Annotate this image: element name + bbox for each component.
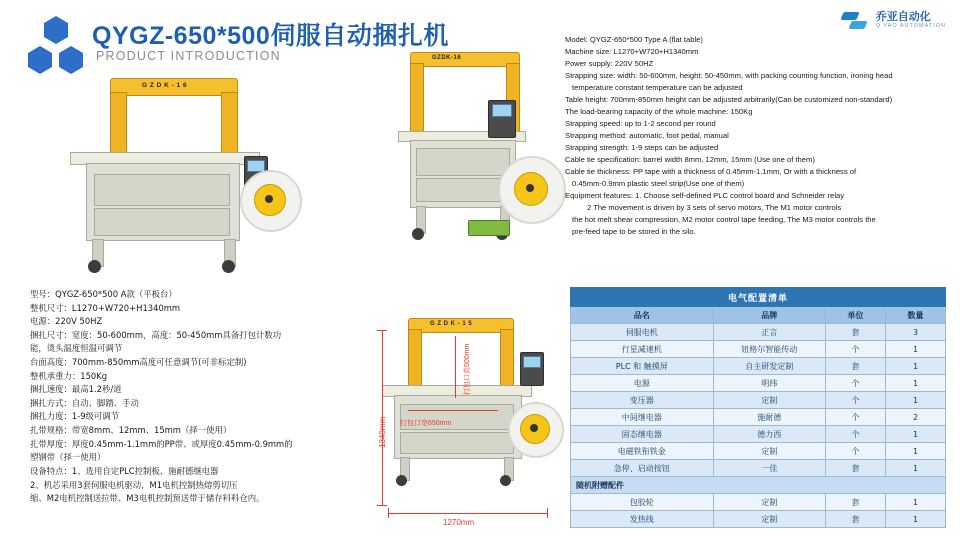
cell-qty: 1 — [886, 443, 946, 460]
spec-en-line: Table height: 700mm-850mm height can be adjusted arbitrarily(Can be customized non-standard) — [565, 94, 893, 104]
brand-text — [876, 12, 946, 29]
table-header-cell: 单位 — [826, 307, 886, 324]
spec-cn-line: 扎带规格：带宽8mm、12mm、15mm（择一使用） — [30, 425, 232, 436]
cell-brand: 德力西 — [713, 426, 826, 443]
table-header-cell: 品名 — [571, 307, 714, 324]
spec-cn-line: 扎带厚度：厚度0.45mm-1.1mm的PP带、或厚度0.45mm-0.9mm的 — [30, 438, 293, 449]
brand-name-en: Q YAO AUTOMATION — [875, 22, 946, 29]
logo-cube-right — [59, 46, 83, 74]
dim-label-arch-width: 打包口宽650mm — [400, 420, 452, 427]
cell-name: 伺服电机 — [571, 324, 714, 341]
spec-en-line: Strapping speed: up to 1-2 second per round — [565, 118, 716, 128]
cell-brand: 明纬 — [713, 375, 826, 392]
brand-stripe-top — [840, 12, 859, 20]
cell-brand: 正言 — [713, 324, 826, 341]
machine-label-middle: GZDK-16 — [432, 55, 462, 61]
table-row — [571, 460, 946, 477]
cell-qty: 1 — [886, 494, 946, 511]
cell-qty: 1 — [886, 358, 946, 375]
spec-cn-line: 设备特点：1、选用自定PLC控制板、施耐德继电器 — [30, 465, 219, 476]
table-row — [571, 409, 946, 426]
cell-name: 中间继电器 — [571, 409, 714, 426]
table-row — [571, 443, 946, 460]
cell-unit: 个 — [826, 392, 886, 409]
cell-unit: 个 — [826, 409, 886, 426]
cell-unit: 个 — [826, 375, 886, 392]
cell-qty: 1 — [886, 392, 946, 409]
machine-label-dimensioned: G Z D K - 1 5 — [430, 321, 473, 327]
cell-unit: 个 — [826, 443, 886, 460]
cell-brand: 一佳 — [713, 460, 826, 477]
cell-unit: 套 — [826, 358, 886, 375]
spec-cn-line: 能，烫头温度恒温可调节 — [30, 343, 123, 354]
table-row — [571, 494, 946, 511]
dim-label-height: 1340mm — [378, 416, 387, 448]
table-row — [571, 511, 946, 528]
spec-cn-line: 塑钢带（择一使用） — [30, 452, 106, 463]
dim-line-width — [388, 513, 548, 514]
spec-en-line: Strapping size: width: 50-600mm, height: 50-450mm, with packing counting function, ironing head — [565, 70, 893, 80]
cell-name: 固态继电器 — [571, 426, 714, 443]
table-row — [571, 426, 946, 443]
table-row — [571, 324, 946, 341]
spec-cn-line: 电源：220V 50HZ — [30, 316, 103, 327]
logo-cube-top — [44, 16, 68, 44]
cell-unit: 套 — [826, 494, 886, 511]
cell-brand: 自主研发定制 — [713, 358, 826, 375]
cell-name: 电磁铁衔铁金 — [571, 443, 714, 460]
table-row — [571, 341, 946, 358]
spec-list-en — [565, 34, 955, 238]
table-row — [571, 375, 946, 392]
cell-name: PLC 和 触摸屏 — [571, 358, 714, 375]
dim-line-arch-height — [455, 336, 456, 398]
spec-cn-line: 整机尺寸：L1270+W720+H1340mm — [30, 302, 181, 313]
cell-qty: 1 — [886, 460, 946, 477]
dim-label-width: 1270mm — [443, 518, 475, 527]
cell-name: 行星减速机 — [571, 341, 714, 358]
logo-cubes — [28, 16, 86, 80]
spec-cn-line: 捆扎尺寸：宽度：50-600mm，高度：50-450mm具备打包计数功 — [30, 329, 282, 340]
spec-cn-line: 2、机芯采用3套伺服电机驱动，M1电机控制热熔剪切压 — [30, 479, 238, 490]
cell-brand: 定制 — [713, 494, 826, 511]
spec-en-line: Machine size: L1270+W720+H1340mm — [565, 46, 699, 56]
spec-en-line: the hot melt shear compression, M2 motor control tape feeding, The M3 motor controls the — [572, 214, 876, 224]
dim-tick-width-left — [388, 508, 389, 518]
cell-name: 发热线 — [571, 511, 714, 528]
spec-cn-line: 整机承重力：150Kg — [30, 370, 108, 381]
cell-unit: 套 — [826, 511, 886, 528]
brand-logo — [842, 10, 946, 32]
cell-unit: 套 — [826, 324, 886, 341]
table-header-cell: 品牌 — [713, 307, 826, 324]
cell-unit: 个 — [826, 426, 886, 443]
machine-photo-middle — [392, 52, 562, 260]
table-row — [571, 358, 946, 375]
cell-qty: 3 — [886, 324, 946, 341]
cell-name: 包胶轮 — [571, 494, 714, 511]
cell-unit: 套 — [826, 460, 886, 477]
spec-list-cn — [30, 288, 330, 506]
page-title: QYGZ-650*500伺服自动捆扎机 — [92, 22, 449, 50]
spec-en-line: Equipment features: 1. Choose self-defined PLC control board and Schneider relay — [565, 190, 845, 200]
spec-cn-line: 捆扎速度：最高1.2秒/道 — [30, 384, 122, 395]
spec-en-line: Strapping method: automatic, foot pedal, manual — [565, 130, 729, 140]
dim-tick-width-right — [547, 508, 548, 518]
cell-qty: 1 — [886, 375, 946, 392]
cell-name: 变压器 — [571, 392, 714, 409]
page-subtitle: PRODUCT INTRODUCTION — [96, 49, 281, 63]
table-title: 电气配置清单 — [571, 288, 946, 307]
spec-cn-line: 捆扎力度：1-9级可调节 — [30, 411, 120, 422]
cell-qty: 2 — [886, 409, 946, 426]
cell-brand: 施耐德 — [713, 409, 826, 426]
spec-en-line: Model: QYGZ-650*500 Type A (flat table) — [565, 35, 703, 44]
brand-stripe-bottom — [848, 21, 867, 29]
electrical-config-table — [570, 287, 946, 528]
cell-brand: 定制 — [713, 392, 826, 409]
spec-en-line: Power supply: 220V 50HZ — [565, 58, 654, 68]
spec-cn-line: 台面高度：700mm-850mm高度可任意调节(可非标定制) — [30, 357, 247, 368]
spec-cn-line: 缩、M2电机控制送拉带、M3电机控制预送带于储存料料仓内。 — [30, 493, 265, 504]
cell-brand: 定制 — [713, 511, 826, 528]
cell-brand: 定制 — [713, 443, 826, 460]
spec-en-line: Strapping strength: 1-9 steps can be adjusted — [565, 142, 719, 152]
machine-label-left: G Z D K - 1 6 — [142, 82, 188, 89]
table-header-cell: 数量 — [886, 307, 946, 324]
dim-tick-height-top — [377, 330, 387, 331]
cell-name: 急停、启动按钮 — [571, 460, 714, 477]
brand-mark-icon — [842, 10, 870, 32]
table-section-row — [571, 477, 946, 494]
machine-photo-dimensioned — [372, 312, 572, 502]
cell-qty: 1 — [886, 511, 946, 528]
brand-name-cn: 乔亚自动化 — [875, 11, 931, 24]
spec-en-line: Cable tie specification: barrel width 8mm, 12mm, 15mm (Use one of them) — [565, 154, 815, 164]
cell-section-label: 随机附赠配件 — [571, 477, 946, 494]
cell-unit: 个 — [826, 341, 886, 358]
spec-cn-line: 型号：QYGZ-650*500 A款（平板台） — [30, 289, 177, 299]
spec-en-line: Cable tie thickness: PP tape with a thickness of 0.45mm-1.1mm, Or with a thickness of — [565, 166, 857, 176]
spec-cn-line: 捆扎方式：自动、脚踏、手动 — [30, 397, 139, 408]
dim-tick-height-bottom — [377, 505, 387, 506]
dim-label-arch-height: 打包口高500mm — [464, 343, 471, 395]
machine-photo-left — [48, 78, 298, 270]
spec-en-line: The load-bearing capacity of the whole machine: 150Kg — [565, 106, 753, 116]
spec-en-line: pre-feed tape to be stored in the silo. — [572, 226, 696, 236]
logo-cube-left — [28, 46, 52, 74]
spec-en-line: temperature constant temperature can be adjusted — [572, 82, 743, 92]
cell-name: 电源 — [571, 375, 714, 392]
cell-qty: 1 — [886, 341, 946, 358]
spec-en-line: 0.45mm-0.9mm plastic steel strip(Use one of them) — [572, 178, 745, 188]
dim-line-arch-width — [408, 410, 498, 411]
cell-brand: 钮格尔智能传动 — [713, 341, 826, 358]
cell-qty: 1 — [886, 426, 946, 443]
spec-en-line: 2 The movement is driven by 3 sets of servo motors, The M1 motor controls — [587, 202, 842, 212]
table-row — [571, 392, 946, 409]
